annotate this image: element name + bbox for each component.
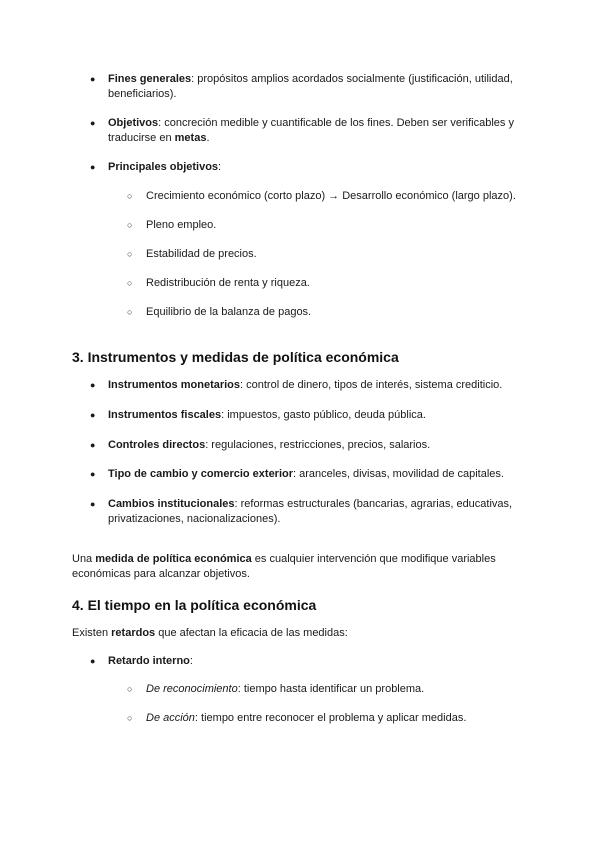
paragraph-retardos [72,626,532,641]
definition: : aranceles, divisas, movilidad de capitales. [293,468,504,480]
term: medida de política económica [95,553,252,565]
punctuation: . [206,132,210,144]
term: Principales objetivos [108,161,219,173]
bullet-icon: ● [90,410,96,420]
sublist-text: Pleno empleo. [146,219,217,231]
bullet-icon: ● [90,656,96,666]
definition: : [218,161,222,173]
list-item-fines-generales [90,72,538,102]
term-italic: De acción [146,712,195,724]
sublist-item [127,305,546,320]
term: retardos [111,627,156,639]
bullet-icon: ● [90,469,96,479]
text: Una [72,553,96,565]
term: Cambios institucionales [108,498,235,510]
definition: : concreción medible y cuantificable de los fines. Deben ser verificables y traducirse en [108,117,514,144]
definition: : reformas estructurales (bancarias, agrarias, educativas, privatizaciones, nacionalizaciones). [108,498,513,525]
paragraph-medida [72,552,532,582]
hollow-bullet-icon: ○ [127,307,133,317]
hollow-bullet-icon: ○ [127,278,133,288]
term-metas: metas [174,132,207,144]
list-item-principales-objetivos [90,160,538,175]
list-item [90,378,538,393]
section-heading-3: 3. Instrumentos y medidas de política económica [72,349,399,365]
list-item [90,408,538,423]
list-item [90,467,538,482]
list-item-retardo-interno [90,654,538,669]
hollow-bullet-icon: ○ [127,220,133,230]
sublist-item [127,682,546,697]
list-item [90,497,538,527]
bullet-icon: ● [90,74,96,84]
sublist-item [127,276,546,291]
definition: : regulaciones, restricciones, precios, salarios. [205,439,431,451]
sublist-text: Equilibrio de la balanza de pagos. [146,306,312,318]
sublist-item [127,218,546,233]
hollow-bullet-icon: ○ [127,684,133,694]
bullet-icon: ● [90,380,96,390]
list-item [90,438,538,453]
sublist-item [127,711,546,726]
bullet-icon: ● [90,440,96,450]
definition: : propósitos amplios acordados socialmente (justificación, utilidad, beneficiarios). [108,73,513,100]
sublist-item [127,189,546,204]
definition: : tiempo entre reconocer el problema y aplicar medidas. [194,712,467,724]
sublist-text: Redistribución de renta y riqueza. [146,277,310,289]
bullet-icon: ● [90,499,96,509]
bullet-icon: ● [90,118,96,128]
list-item-objetivos [90,116,538,146]
hollow-bullet-icon: ○ [127,713,133,723]
sublist-item [127,247,546,262]
sublist-text: Crecimiento económico (corto plazo) → Desarrollo económico (largo plazo). [146,190,516,202]
term: Instrumentos fiscales [108,409,222,421]
term: Objetivos [108,117,159,129]
term: Instrumentos monetarios [108,379,241,391]
definition: : control de dinero, tipos de interés, sistema crediticio. [240,379,503,391]
term: Fines generales [108,73,192,85]
section-heading-4: 4. El tiempo en la política económica [72,597,317,613]
text: que afectan la eficacia de las medidas: [155,627,348,639]
term: Tipo de cambio y comercio exterior [108,468,294,480]
term-italic: De reconocimiento [146,683,238,695]
bullet-icon: ● [90,162,96,172]
definition: : tiempo hasta identificar un problema. [237,683,425,695]
text: Existen [72,627,112,639]
hollow-bullet-icon: ○ [127,249,133,259]
sublist-text: Estabilidad de precios. [146,248,257,260]
hollow-bullet-icon: ○ [127,191,133,201]
definition: : [189,655,193,667]
term: Controles directos [108,439,206,451]
term: Retardo interno [108,655,190,667]
definition: : impuestos, gasto público, deuda pública. [221,409,426,421]
text: es cualquier intervención que modifique variables económicas para alcanzar objetivos. [72,553,496,580]
